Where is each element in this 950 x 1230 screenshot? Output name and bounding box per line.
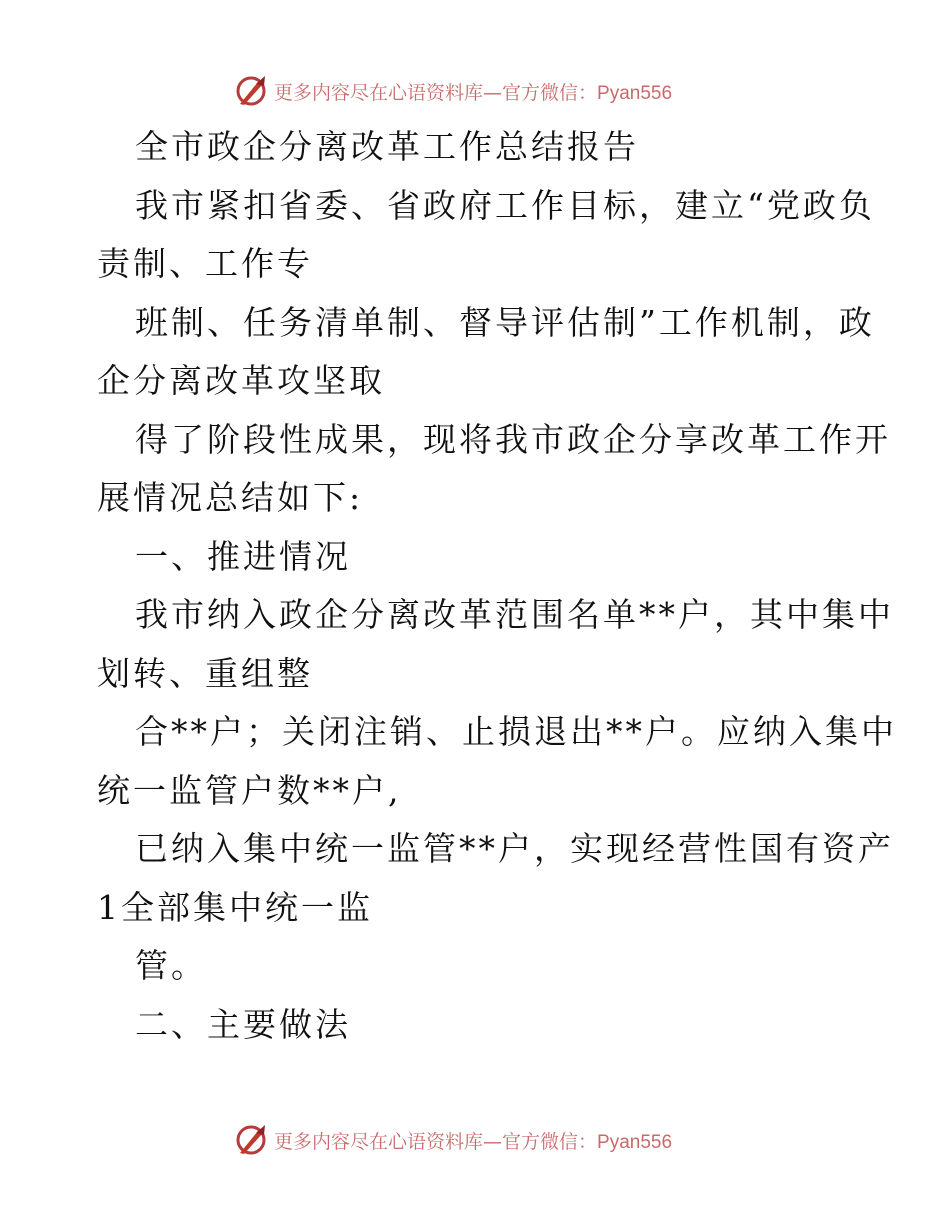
header-watermark xyxy=(234,73,672,109)
text-line: 一、推进情况 xyxy=(135,536,351,576)
text-line: 二、主要做法 xyxy=(135,1004,351,1044)
text-line: 1全部集中统一监 xyxy=(97,887,373,927)
document-body xyxy=(97,118,897,1054)
text-line: 我市紧扣省委、省政府工作目标，建立“党政负 xyxy=(135,185,875,225)
text-line: 统一监管户数**户, xyxy=(97,770,402,810)
text-line: 责制、工作专 xyxy=(97,244,313,283)
watermark-text: 更多内容尽在心语资料库—官方微信： xyxy=(274,81,598,104)
footer-watermark xyxy=(234,1122,672,1158)
text-line: 全市政企分离改革工作总结报告 xyxy=(135,127,639,166)
text-line: 展情况总结如下: xyxy=(97,478,364,517)
text-line: 我市纳入政企分离改革范围名单**户，其中集中 xyxy=(135,595,894,634)
text-line: 已纳入集中统一监管**户，实现经营性国有资产 xyxy=(135,829,894,868)
watermark-id: Pyan556 xyxy=(597,82,673,104)
text-line: 合**户；关闭注销、止损退出**户。应纳入集中 xyxy=(135,712,897,751)
text-line: 得了阶段性成果，现将我市政企分享改革工作开 xyxy=(135,419,891,459)
text-line: 管。 xyxy=(135,946,207,985)
text-line: 班制、任务清单制、督导评估制”工作机制，政 xyxy=(135,302,875,342)
watermark-id: Pyan556 xyxy=(597,1131,673,1153)
text-line: 企分离改革攻坚取 xyxy=(97,361,385,400)
red-quill-logo-icon xyxy=(234,1123,268,1157)
watermark-text: 更多内容尽在心语资料库—官方微信： xyxy=(274,1130,598,1153)
red-quill-logo-icon xyxy=(234,74,268,108)
text-line: 划转、重组整 xyxy=(97,653,313,693)
